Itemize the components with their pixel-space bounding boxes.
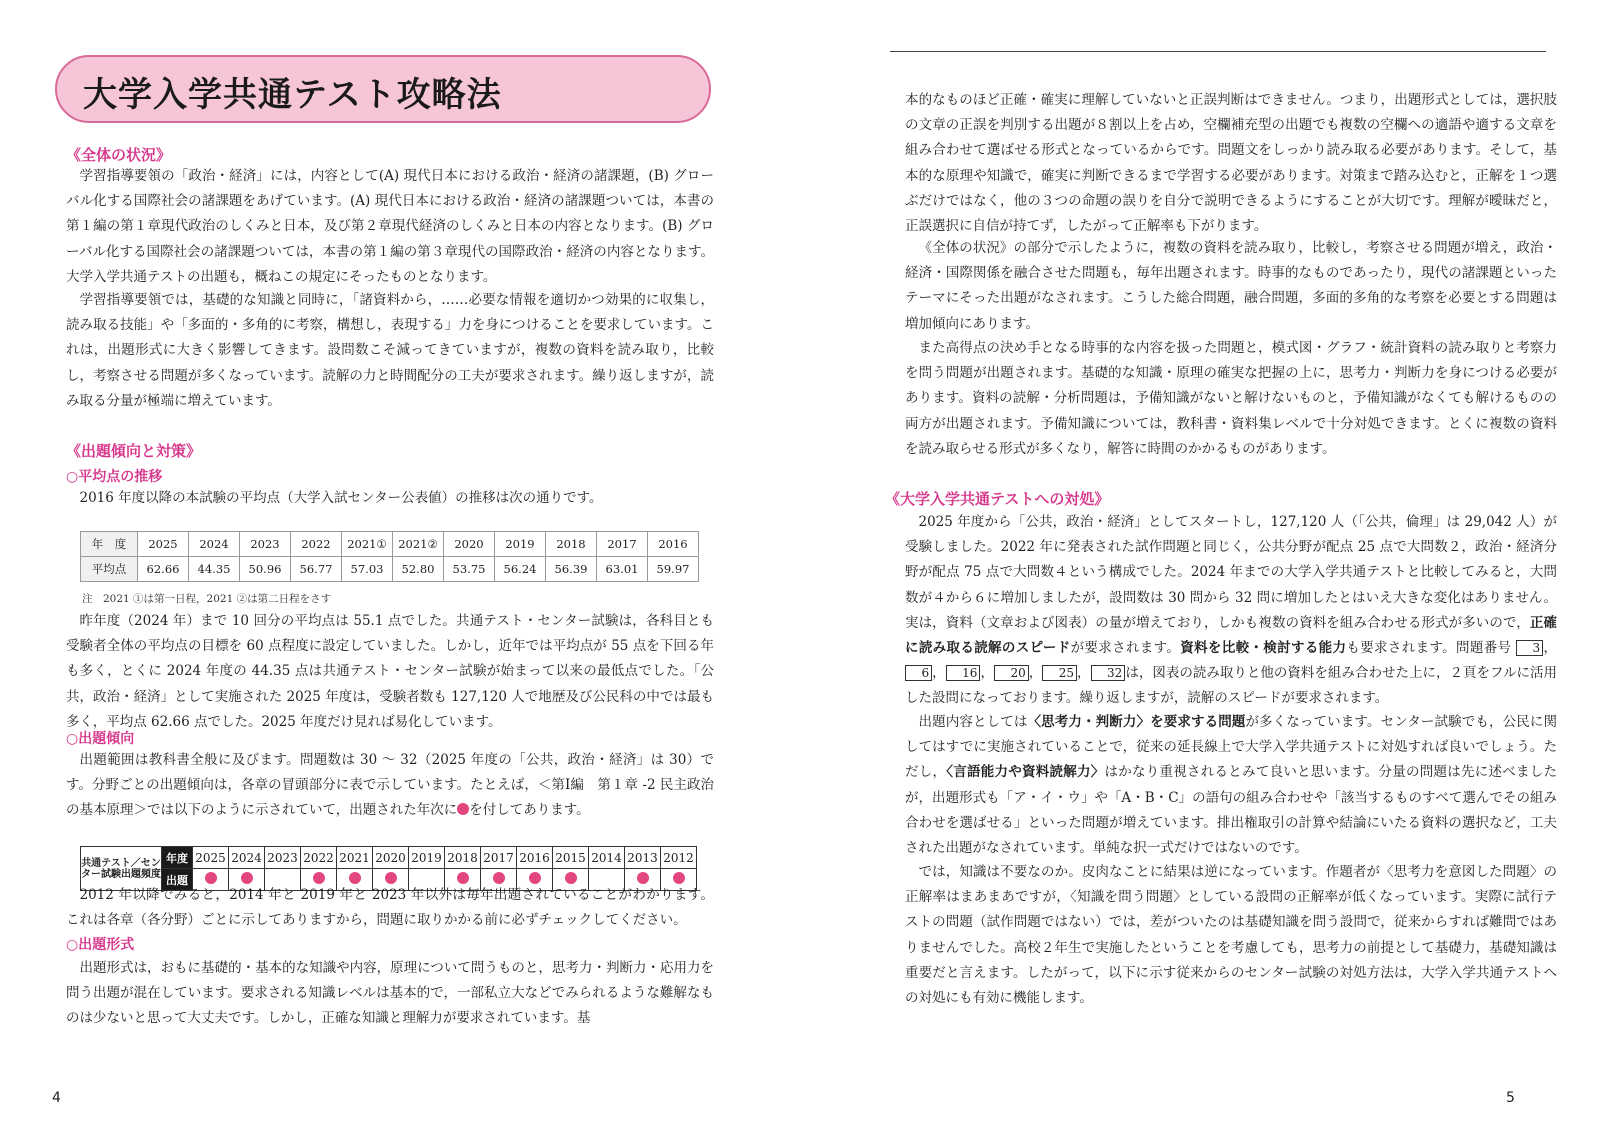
table-row-scores bbox=[81, 557, 699, 582]
paragraph-average-intro: 2016 年度以降の本試験の平均点（大学入試センター公表値）の推移は次の通りです。 bbox=[79, 490, 603, 506]
table-cell: 62.66 bbox=[138, 557, 189, 582]
title-banner bbox=[55, 55, 711, 123]
page-number-right: 5 bbox=[1506, 1090, 1515, 1106]
subheading-trend: ○出題傾向 bbox=[66, 731, 135, 747]
table-cell: 2016 bbox=[648, 532, 699, 557]
table-cell: 2021 bbox=[337, 847, 373, 869]
question-number-box: 20 bbox=[994, 665, 1029, 681]
table-cell: 2024 bbox=[189, 532, 240, 557]
table-cell: 44.35 bbox=[189, 557, 240, 582]
table-cell: 53.75 bbox=[444, 557, 495, 582]
page-title: 大学入学共通テスト攻略法 bbox=[83, 75, 502, 115]
table-note: 注 2021 ①は第一日程，2021 ②は第二日程をさす bbox=[82, 593, 332, 605]
paragraph-right-1: 本的なものほど正確・確実に理解していないと正誤判断はできません。つまり，出題形式としては，選択肢の文章の正誤を判別する出題が８割以上を占め，空欄補充型の出題でも複数の空欄への適語や適する文章を組み合わせて選ばせる形式となっているからです。問題文をしっかり読み取る必要があります。そして，基本的な原理や知識で，確実に判断できるまで学習する必要があります。対策まで踏み込むと，正解を１つ選ぶだけではなく，他の３つの命題の誤りを自分で説明できるようにすることが大切です。理解が曖昧だと，正誤選択に自信が持てず，したがって正解率も下がります。 bbox=[905, 92, 1557, 235]
question-number-box: 6 bbox=[905, 665, 932, 681]
paragraph-format: 出題形式は，おもに基礎的・基本的な知識や内容，原理について問うものと，思考力・判断力・応用力を問う出題が混在しています。要求される知識レベルは基本的で，一部私立大などでみられるような難解なものは少ないと思って大丈夫です。しかし，正確な知識と理解力が要求されています。基 bbox=[66, 960, 714, 1027]
text: 出題内容としては bbox=[918, 714, 1028, 730]
frequency-mark-label: 出題 bbox=[162, 869, 193, 891]
question-number-box: 3 bbox=[1516, 640, 1543, 656]
table-cell: 63.01 bbox=[597, 557, 648, 582]
emphasis-thinking: 〈思考力・判断力〉を要求する問題 bbox=[1027, 714, 1246, 730]
table-cell: 2020 bbox=[444, 532, 495, 557]
paragraph-overall-2: 学習指導要領では，基礎的な知識と同時に，「諸資料から，……必要な情報を適切かつ効果的に収集し，読み取る技能」や「多面的・多角的に考察，構想し，表現する」力を身につけることを要求しています。これは，出題形式に大きく影響してきます。設問数こそ減ってきていますが，複数の資料を読み取り，比較し，考察させる問題が多くなっています。読解の力と時間配分の工夫が要求されます。繰り返しますが，読み取る分量が極端に増えています。 bbox=[66, 292, 714, 409]
paragraph-response-2 bbox=[905, 710, 1557, 861]
trend-text-b: を付してあります。 bbox=[469, 802, 590, 819]
page-number-left: 4 bbox=[52, 1090, 61, 1106]
table-cell: 56.77 bbox=[291, 557, 342, 582]
table-cell: 2025 bbox=[193, 847, 229, 869]
text: も要求されます。問題番号 bbox=[1346, 640, 1512, 657]
question-number-box: 16 bbox=[946, 665, 981, 681]
table-cell: 2017 bbox=[597, 532, 648, 557]
paragraph-right-2: 《全体の状況》の部分で示したように，複数の資料を読み取り，比較し，考察させる問題が増え，政治・経済・国際関係を融合させた問題も，毎年出題されます。時事的なものであったり，現代の諸課題といったテーマにそった出題がなされます。こうした総合問題，融合問題，多面的多角的な考察を必要とする問題は増加傾向にあります。 bbox=[905, 240, 1557, 332]
table-cell: 2019 bbox=[409, 847, 445, 869]
trend-text-a: 出題範囲は教科書全般に及びます。問題数は 30 ～ 32（2025 年度の「公共，政治・経済」は 30）です。分野ごとの出題傾向は，各章の冒頭部分に表で示しています。たとえば，＜第Ⅰ編 第１章 -2 民主政治の基本原理＞では以下のように示されていて，出題された年次に bbox=[66, 752, 714, 819]
frequency-year-label: 年度 bbox=[162, 847, 193, 869]
section-heading-trends: 《出題傾向と対策》 bbox=[66, 442, 202, 460]
table-cell: 59.97 bbox=[648, 557, 699, 582]
text: が多くなっています。センター試験でも，公民に関してはすでに実施されていることで，従来の延長線上で大学入学共通テストに対処すれば良いでしょう。ただし， bbox=[905, 714, 1557, 781]
emphasis-reading-speed: 正確に読み取る読解のスピード bbox=[905, 614, 1557, 657]
emphasis-language: 〈言語能力や資料読解力〉 bbox=[946, 764, 1105, 781]
emphasis-compare-ability: 資料を比較・検討する能力 bbox=[1180, 640, 1347, 657]
question-number-box: 25 bbox=[1042, 665, 1077, 681]
table-cell: 2016 bbox=[517, 847, 553, 869]
text: はかなり重視されるとみて良いと思います。分量の問題は先に述べましたが，出題形式も「ア・イ・ウ」や「A・B・C」の語句の組み合わせや「該当するものすべて選んでその組み合わせを選ばせる」といった問題が増えています。排出権取引の計算や結論にいたる資料の選択など，工夫された出題がなされています。単純な択一式だけではないのです。 bbox=[905, 764, 1558, 857]
pink-dot-icon bbox=[457, 803, 469, 815]
table-cell: 2023 bbox=[240, 532, 291, 557]
table-cell: 2013 bbox=[625, 847, 661, 869]
paragraph-response-1: 2025 年度から「公共，政治・経済」としてスタートし，127,120 人（「公共，倫理」は 29,042 人）が受験しました。2022 年に発表された試作問題と同じく，公共分野が配点 25 点で大問数２，政治・経済分野が配点 75 点で大問数４という構成でした。2024 年までの大学入学共通テストと比較してみると，大問数が４から６に増加しましたが，設問数は 30 問から 32 問に増加したとはいえ大きな変化はありません。実は，資料（文章および図表）の量が増えており，しかも複数の資料を組み合わせる形式が多いので，正確に読み取る読解のスピードが要求されます。資料を比較・検討する能力も要求されます。問題番号 3 ，6 ， 16 ， 20 ， 25 ， 32 は，図表の読み取りと他の資料を組み合わせた上に，２頁をフルに活用した設問になっております。繰り返しますが，読解のスピードが要求されます。 bbox=[905, 514, 1558, 707]
paragraph-trend bbox=[66, 748, 714, 824]
table-cell: 2017 bbox=[481, 847, 517, 869]
table-cell: 2018 bbox=[546, 532, 597, 557]
table-label-score: 平均点 bbox=[81, 557, 138, 582]
table-cell: 50.96 bbox=[240, 557, 291, 582]
table-cell: 56.39 bbox=[546, 557, 597, 582]
table-cell: 2021① bbox=[342, 532, 393, 557]
table-cell: 2021② bbox=[393, 532, 444, 557]
text: 2025 年度から「公共，政治・経済」としてスタートし，127,120 人（「公共，倫理」は 29,042 人）が受験しました。2022 年に発表された試作問題と同じく，公共分野が配点 25 点で大問数２，政治・経済分野が配点 75 点で大問数４という構成でした。2024 年までの大学入学共通テストと比較してみると，大問数が４から６に増加しましたが，設問数は 30 問から 32 問に増加したとはいえ大きな変化はありません。実は，資料（文章および図表）の量が増えており，しかも複数の資料を組み合わせる形式が多いので， bbox=[905, 514, 1557, 631]
paragraph-response-3: では，知識は不要なのか。皮肉なことに結果は逆になっています。作題者が〈思考力を意図した問題〉の正解率はまあまあですが，〈知識を問う問題〉としている設問の正解率が低くなっています。実際に試行テストの問題（試作問題ではない）では，差がついたのは基礎知識を問う設問で，従来からすれば難問ではありませんでした。高校２年生で実施したということを考慮しても，思考力の前提として基礎力，基礎知識は重要だと言えます。したがって，以下に示す従来からのセンター試験の対処方法は，大学入学共通テストへの対処にも有効に機能します。 bbox=[905, 864, 1557, 1007]
table-cell: 2014 bbox=[589, 847, 625, 869]
table-cell: 2022 bbox=[301, 847, 337, 869]
question-number-box: 32 bbox=[1091, 665, 1126, 681]
section-heading-overall: 《全体の状況》 bbox=[66, 146, 172, 164]
table-cell: 2022 bbox=[291, 532, 342, 557]
table-cell: 2023 bbox=[265, 847, 301, 869]
section-heading-response: 《大学入学共通テストへの対処》 bbox=[885, 490, 1110, 508]
top-rule bbox=[890, 51, 1546, 52]
paragraph-frequency: 2012 年以降でみると，2014 年と 2019 年と 2023 年以外は毎年出題されていることがわかります。これは各章（各分野）ごとに示してありますから，問題に取りかかる前に必ずチェックしてください。 bbox=[66, 887, 714, 929]
table-cell: 2020 bbox=[373, 847, 409, 869]
text: が要求されます。 bbox=[1070, 640, 1181, 657]
subheading-format: ○出題形式 bbox=[66, 937, 135, 953]
table-cell: 2024 bbox=[229, 847, 265, 869]
text: は，図表の読み取りと他の資料を組み合わせた上に，２頁をフルに活用した設問になっております。繰り返しますが，読解のスピードが要求されます。 bbox=[905, 665, 1557, 707]
paragraph-overall-1: 学習指導要領の「政治・経済」には，内容として(A) 現代日本における政治・経済の諸課題，(B) グローバル化する国際社会の諸課題をあげています。(A) 現代日本における政治・経済の諸課題ついては，本書の第１編の第１章現代政治のしくみと日本，及び第２章現代経済のしくみと日本の内容となります。(B) グローバル化する国際社会の諸課題ついては，本書の第１編の第３章現代の国際政治・経済の内容となります。大学入学共通テストの出題も，概ねこの規定にそったものとなります。 bbox=[66, 168, 714, 285]
average-score-table bbox=[80, 531, 699, 582]
subheading-average: ○平均点の推移 bbox=[66, 469, 163, 485]
table-cell: 2018 bbox=[445, 847, 481, 869]
table-cell: 2012 bbox=[661, 847, 697, 869]
table-cell: 57.03 bbox=[342, 557, 393, 582]
table-label-year: 年 度 bbox=[81, 532, 138, 557]
frequency-label: 共通テスト／センター試験出題頻度 bbox=[81, 847, 162, 891]
paragraph-average: 昨年度（2024 年）まで 10 回分の平均点は 55.1 点でした。共通テスト・センター試験は，各科目とも受験者全体の平均点の目標を 60 点程度に設定していました。しかし，近年では平均点が 55 点を下回る年も多く，とくに 2024 年度の 44.35 点は共通テスト・センター試験が始まって以来の最低点でした。「公共，政治・経済」として実施された 2025 年度は，受験者数も 127,120 人で地歴及び公民科の中では最も多く，平均点 62.66 点でした。2025 年度だけ見れば易化しています。 bbox=[66, 613, 714, 730]
paragraph-right-3: また高得点の決め手となる時事的な内容を扱った問題と，模式図・グラフ・統計資料の読み取りと考察力を問う問題が出題されます。基礎的な知識・原理の確実な把握の上に，思考力・判断力を身につける必要があります。資料の読解・分析問題は，予備知識がないと解けないものと，予備知識がなくても解けるものの両方が出題されます。予備知識については，教科書・資料集レベルで十分対処できます。とくに複数の資料を読み取らせる形式が多くなり，解答に時間のかかるものがあります。 bbox=[905, 340, 1557, 457]
table-cell: 56.24 bbox=[495, 557, 546, 582]
table-cell: 2025 bbox=[138, 532, 189, 557]
table-cell: 2019 bbox=[495, 532, 546, 557]
table-row-freq-years bbox=[81, 847, 697, 869]
table-row-years bbox=[81, 532, 699, 557]
table-cell: 52.80 bbox=[393, 557, 444, 582]
right-page bbox=[800, 0, 1600, 1130]
table-cell: 2015 bbox=[553, 847, 589, 869]
